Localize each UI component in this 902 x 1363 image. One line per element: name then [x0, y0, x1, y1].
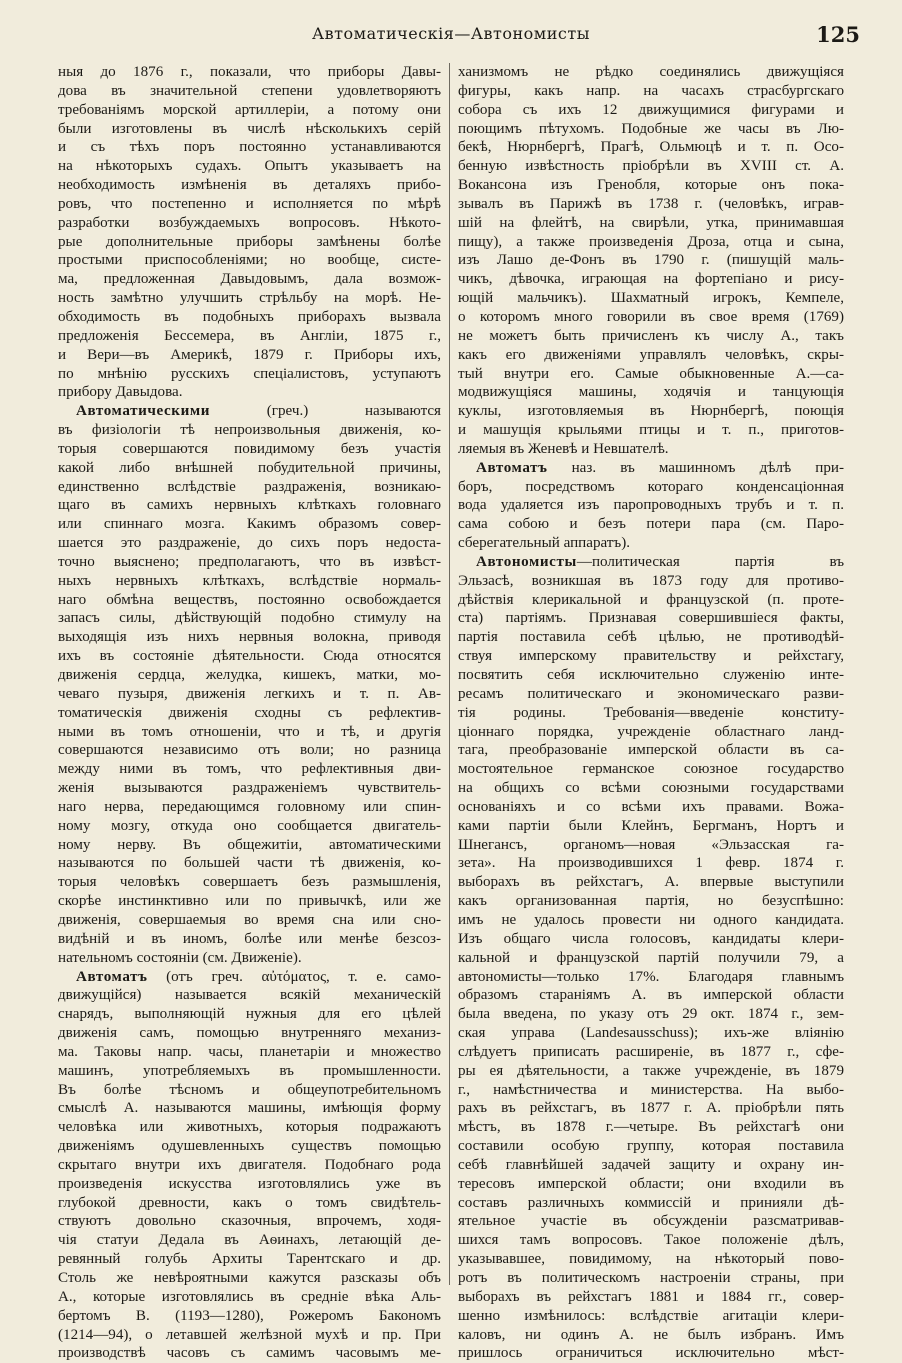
line-text: партiя поставила себѣ цѣлью, не противодѣй-: [458, 629, 844, 646]
page-header: [42, 24, 860, 50]
line-text: называются по большей части тѣ движенiя, ко-: [58, 855, 441, 872]
line-text: наго обмѣна веществъ, постоянно освобождается: [58, 591, 441, 608]
line-text: имъ не удалось провести ни одного кандидата.: [458, 911, 844, 928]
text-line: [458, 478, 844, 497]
text-line: [58, 365, 441, 384]
line-text: Въ болѣе тѣсномъ и общеупотребительномъ: [58, 1081, 441, 1098]
line-text: ками партiи были Клейнъ, Бергманъ, Нортъ и: [458, 817, 844, 834]
text-line: [58, 609, 441, 628]
text-line: [58, 760, 441, 779]
text-line: [58, 421, 441, 440]
line-text: указывавшее, повидимому, на нѣкоторый пово-: [458, 1251, 844, 1268]
line-text: Вокансона изъ Гренобля, которые онъ пока-: [458, 177, 844, 194]
text-line: [458, 534, 844, 553]
line-text: ныя до 1876 г., показали, что приборы Давы-: [58, 64, 441, 80]
line-text: слѣдуетъ приписать расширенiе, въ 1877 г., сфе-: [458, 1043, 844, 1060]
line-text: видѣнiй и въ иномъ, болѣе или менѣе безсоз-: [58, 930, 441, 947]
text-line: [458, 82, 844, 101]
line-text: ровъ, что постепенно и исполняется по мѣрѣ: [58, 195, 441, 212]
text-line: [458, 270, 844, 289]
entry-start-line: [58, 968, 441, 987]
line-text: изъ Лашо де-Фонъ въ 1790 г. (пишущiй маль-: [458, 252, 844, 269]
line-text: ющiй мальчикъ). Шахматный игрокъ, Кемпеле,: [458, 290, 844, 307]
line-text: ныхъ нервныхъ клѣткахъ, вслѣдствiе нормаль-: [58, 572, 441, 589]
line-text: ста) партiямъ. Признавая совершившiеся факты,: [458, 610, 844, 627]
line-text: бертомъ В. (1193—1280), Рожеромъ Бакономъ: [58, 1307, 441, 1324]
text-line: [458, 421, 844, 440]
line-text: ма, предложенная Давыдовымъ, дала возмож-: [58, 271, 441, 288]
line-text: Шнегансъ, органомъ—новая «Эльзасская га-: [458, 836, 844, 853]
text-line: [458, 365, 844, 384]
line-text: ляемыя въ Женевѣ и Невшателѣ.: [458, 440, 669, 457]
text-line: [458, 1081, 844, 1100]
text-line: [58, 892, 441, 911]
text-line: [58, 930, 441, 949]
line-text: и съ тѣхъ поръ постоянно устанавливаются: [58, 139, 441, 156]
line-text: ствуютъ довольно сказочныя, впрочемъ, ходя-: [58, 1213, 441, 1230]
text-line: [458, 1231, 844, 1250]
text-line: [458, 1250, 844, 1269]
text-line: [58, 911, 441, 930]
text-line: [458, 723, 844, 742]
text-line: [58, 836, 441, 855]
text-line: [458, 1194, 844, 1213]
text-line: [58, 1043, 441, 1062]
line-text: не можетъ быть причисленъ къ числу А., такъ: [458, 327, 844, 344]
line-text: шенно измѣнилось: вслѣдствiе агитацiи клери-: [458, 1307, 844, 1324]
line-text: женiя вызываются раздраженiемъ чувствитель-: [58, 780, 441, 797]
line-text: сама собою и безъ потери пара (см. Паро-: [458, 516, 844, 533]
line-text: наго нерва, передающимся головному или спин-: [58, 798, 441, 815]
line-text: между ними въ томъ, что рефлективныя дви-: [58, 761, 441, 778]
line-text: дова въ значительной степени удовлетворяютъ: [58, 82, 441, 99]
line-text: глубокой древности, какъ о томъ свидѣтель-: [58, 1194, 441, 1211]
text-line: [58, 1137, 441, 1156]
text-line: [458, 1156, 844, 1175]
text-line: [458, 1043, 844, 1062]
line-text: Эльзасѣ, возникшая въ 1873 году для противо-: [458, 572, 844, 589]
text-line: [458, 176, 844, 195]
text-line: [58, 327, 441, 346]
text-line: [458, 647, 844, 666]
line-text: составъ различныхъ коммиссiй и принияли дѣ-: [458, 1194, 844, 1211]
line-text: посвятить себя исключительно служенiю инте-: [458, 667, 844, 683]
line-text: чеваго пузыря, движенiя легкихъ и т. п. Ав-: [58, 685, 441, 702]
text-line: [58, 553, 441, 572]
text-line: [58, 1212, 441, 1231]
line-text: рахъ въ рейхстагъ, въ 1877 г. А. прiобрѣли пять: [458, 1100, 844, 1117]
line-text: произведенiя искусства изготовлялись уже въ: [58, 1175, 441, 1192]
text-line: [458, 157, 844, 176]
text-line: [458, 968, 844, 987]
line-text: выборахъ въ рейхстагъ, А. впервые выступили: [458, 874, 844, 891]
line-text: ному мозгу, откуда оно сообщается двигатель-: [58, 817, 441, 834]
text-line: [458, 195, 844, 214]
text-line: [58, 1250, 441, 1269]
line-text: рые дополнительные приборы замѣнены болѣе: [58, 233, 441, 250]
text-line: [58, 1081, 441, 1100]
entry-headword: Автоматъ: [476, 459, 548, 476]
text-line: [458, 233, 844, 252]
text-line: [458, 836, 844, 855]
text-line: [58, 704, 441, 723]
line-text: точно выяснено; предполагаютъ, что въ извѣст-: [58, 553, 441, 570]
text-line: [458, 1288, 844, 1307]
text-line: [458, 817, 844, 836]
text-line: [458, 760, 844, 779]
line-text: необходимость измѣненiя въ деталяхъ прибо-: [58, 177, 441, 194]
line-text: боръ, посредствомъ котораго конденсацiонная: [458, 478, 844, 495]
text-line: [458, 949, 844, 968]
line-text: выборахъ въ рейхстагъ 1881 и 1884 гг., совер-: [458, 1288, 844, 1305]
line-text: пришлось ограничиться исключительно мѣст-: [458, 1345, 844, 1362]
line-text: человѣка или животныхъ, которыя подражаютъ: [58, 1119, 441, 1136]
text-line: [58, 666, 441, 685]
text-line: [58, 741, 441, 760]
text-line: [458, 1137, 844, 1156]
line-text: какъ его движенiями управлялъ человѣкъ, скры-: [458, 346, 844, 363]
line-text: мостоятельное германское союзное государство: [458, 761, 844, 778]
text-line: [58, 383, 441, 402]
text-line: [58, 949, 441, 968]
line-text: томатическiя движенiя сходны съ рефлектив-: [58, 704, 441, 721]
line-text: торыя совершаются повидимому безъ участiя: [58, 440, 441, 457]
text-line: [58, 1156, 441, 1175]
line-text: машинъ, употребляемыхъ въ промышленности.: [58, 1062, 441, 1079]
line-text: Изъ общаго числа голосовъ, кандидаты клери-: [458, 930, 844, 947]
line-text: поющимъ пѣтухомъ. Подобные же часы въ Лю-: [458, 120, 844, 137]
text-line: [458, 911, 844, 930]
line-text: тересовъ имперской области; они входили въ: [458, 1175, 844, 1192]
line-text: и машущiя крыльями птицы и т. п., приготов-: [458, 422, 844, 439]
line-text: куклы, изготовляемыя въ Нюрнбергѣ, поющiя: [458, 403, 844, 420]
text-line: [458, 496, 844, 515]
line-text: ность замѣтно улучшить стрѣльбу на морѣ. Не-: [58, 290, 441, 307]
line-text: —политическая партiя въ: [576, 553, 844, 570]
text-line: [58, 572, 441, 591]
right-column: [458, 63, 844, 1363]
text-line: [58, 873, 441, 892]
line-text: тiя родины. Требованiя—введенiе конститу-: [458, 704, 844, 721]
line-text: и Вери—въ Америкѣ, 1879 г. Приборы ихъ,: [58, 346, 441, 363]
text-line: [58, 1005, 441, 1024]
text-line: [58, 1307, 441, 1326]
line-text: пищу), а также произведенiя Дроза, отца и сына,: [458, 233, 844, 250]
line-text: смыслѣ А. называются машины, имѣющiя форму: [58, 1100, 441, 1117]
line-text: выходящiя изъ нихъ нервныя волокна, приводя: [58, 629, 441, 646]
text-line: [58, 1175, 441, 1194]
text-line: [58, 459, 441, 478]
text-line: [458, 1005, 844, 1024]
text-line: [58, 1118, 441, 1137]
text-line: [58, 138, 441, 157]
text-line: [58, 289, 441, 308]
line-text: дѣйствiя клерикальной и французской (п. проте-: [458, 591, 844, 608]
text-line: [58, 101, 441, 120]
text-line: [58, 515, 441, 534]
text-line: [458, 1118, 844, 1137]
text-line: [58, 1194, 441, 1213]
line-text: каловъ, ни одинъ А. не былъ избранъ. Имъ: [458, 1326, 844, 1343]
line-text: ротъ въ политическомъ настроенiи страны, при: [458, 1270, 844, 1286]
line-text: вода удаляется изъ паропроводныхъ трубъ и т. п.: [458, 497, 844, 514]
text-line: [458, 572, 844, 591]
line-text: по мнѣнiю русскихъ спецiалистовъ, уступаютъ: [58, 365, 441, 382]
text-line: [458, 591, 844, 610]
text-line: [58, 63, 441, 82]
text-line: [458, 1175, 844, 1194]
line-text: шихся тамъ вопросовъ. Такое положенiе дѣлъ,: [458, 1232, 844, 1249]
line-text: единственно вслѣдствiе раздраженiя, возникаю-: [58, 478, 441, 495]
line-text: производствѣ часовъ съ самимъ часовымъ ме-: [58, 1345, 441, 1362]
text-line: [458, 892, 844, 911]
line-text: ресамъ политическаго и экономическаго разви-: [458, 685, 844, 702]
line-text: собора съ ихъ 12 движущимися фигурами и: [458, 101, 844, 118]
text-line: [458, 666, 844, 685]
text-line: [58, 308, 441, 327]
line-text: скрытаго внутри ихъ двигателя. Подобнаго рода: [58, 1156, 441, 1173]
text-line: [58, 1231, 441, 1250]
line-text: была введена, по указу отъ 29 окт. 1874 г., зем-: [458, 1006, 844, 1023]
line-text: основанiяхъ и со всѣми ихъ правами. Вожа-: [458, 798, 844, 815]
line-text: мѣстъ, въ 1878 г.—четыре. Въ рейхстагѣ они: [458, 1119, 844, 1136]
line-text: какой либо внѣшней побудительной причины,: [58, 459, 441, 476]
line-text: торыя человѣкъ совершаетъ безъ размышленiя,: [58, 874, 441, 891]
text-line: [58, 685, 441, 704]
line-text: движенiямъ одушевленныхъ существъ помощью: [58, 1138, 441, 1155]
text-line: [58, 270, 441, 289]
line-text: на нѣкоторыхъ судахъ. Опытъ указываетъ на: [58, 158, 441, 175]
line-text: предложенiя Бессемера, въ Англiи, 1875 г.,: [58, 327, 441, 344]
text-line: [458, 854, 844, 873]
line-text: (отъ греч. αὐτόματος, т. е. само-: [147, 968, 441, 985]
left-column: [58, 63, 441, 1363]
line-text: автономисты—только 17%. Благодаря главнымъ: [458, 968, 844, 985]
page-number: 125: [816, 22, 860, 47]
line-text: зывалъ въ Парижѣ въ 1738 г. (человѣкъ, играв-: [458, 195, 844, 212]
line-text: въ физiологiи тѣ непроизвольныя движенiя, ко-: [58, 422, 441, 439]
text-line: [458, 1212, 844, 1231]
text-line: [458, 704, 844, 723]
line-text: ными въ томъ отношенiи, что и тѣ, и другiя: [58, 723, 441, 740]
text-line: [58, 1099, 441, 1118]
line-text: требованiямъ морской артиллерiи, а потому они: [58, 101, 441, 118]
text-line: [458, 346, 844, 365]
text-line: [458, 138, 844, 157]
text-line: [58, 195, 441, 214]
text-line: [58, 817, 441, 836]
line-text: (1214—94), о летавшей желѣзной мухѣ и пр. При: [58, 1326, 441, 1343]
line-text: ревянный голубь Архиты Тарентскаго и др.: [58, 1251, 441, 1268]
line-text: простыми приспособленiями; но вообще, систе-: [58, 252, 441, 269]
text-line: [458, 628, 844, 647]
text-line: [458, 1024, 844, 1043]
line-text: совершаются независимо отъ воли; но разница: [58, 742, 441, 759]
line-text: кальной и французской партiй получили 79, а: [458, 949, 844, 966]
text-line: [458, 741, 844, 760]
line-text: чикъ, дѣвочка, играющая на фортепiано и рису-: [458, 271, 844, 288]
text-line: [458, 1307, 844, 1326]
text-line: [58, 82, 441, 101]
text-line: [58, 986, 441, 1005]
line-text: ствуя имперскому правительству и рейхстагу,: [458, 648, 844, 665]
line-text: снарядъ, выполняющiй нужныя для его цѣлей: [58, 1006, 441, 1023]
text-line: [458, 1344, 844, 1363]
line-text: ному нерву. Въ общежитiи, автоматическими: [58, 836, 441, 853]
text-line: [458, 251, 844, 270]
line-text: движенiя сердца, желудка, кишекъ, матки, мо-: [58, 667, 441, 683]
text-line: [58, 779, 441, 798]
line-text: себѣ главнѣйшей задачей защиту и охрану ин-: [458, 1156, 844, 1173]
line-text: цiоннаго порядка, учрежденiе областнаго ланд-: [458, 723, 844, 740]
line-text: сберегательный аппаратъ).: [458, 535, 631, 552]
text-line: [458, 327, 844, 346]
text-line: [458, 873, 844, 892]
text-line: [458, 440, 844, 459]
text-line: [458, 685, 844, 704]
line-text: чiя статуи Дедала въ Аѳинахъ, летающiй де-: [58, 1232, 441, 1249]
text-line: [58, 157, 441, 176]
text-line: [58, 647, 441, 666]
text-line: [58, 496, 441, 515]
line-text: А., которые изготовлялись въ средніе вѣка Аль-: [58, 1288, 441, 1305]
text-line: [58, 534, 441, 553]
line-text: о которомъ много говорили въ свое время (1769): [458, 308, 844, 325]
line-text: ятельное участiе въ обсужденiи разсматривав-: [458, 1213, 844, 1230]
line-text: бенную извѣстность прiобрѣли въ XVIII ст. А.: [458, 158, 844, 175]
line-text: ры ея дѣятельности, а также учрежденiе, въ 1879: [458, 1062, 844, 1079]
line-text: ская управа (Landesausschuss); ихъ-же влiянiю: [458, 1025, 844, 1042]
text-line: [58, 214, 441, 233]
entry-headword: Автоматическими: [76, 403, 211, 420]
line-text: (греч.) называются: [210, 403, 441, 420]
text-line: [58, 798, 441, 817]
text-line: [58, 478, 441, 497]
line-text: движенiя самъ, помощью внутренняго механиз-: [58, 1025, 441, 1042]
line-text: разработки возбуждаемыхъ вопросовъ. Нѣкото-: [58, 214, 441, 231]
text-line: [458, 1269, 844, 1288]
text-line: [58, 1288, 441, 1307]
line-text: тага, преобразованiе имперской области въ са-: [458, 742, 844, 759]
line-text: составили особую группу, которая поставила: [458, 1138, 844, 1155]
entry-start-line: [458, 553, 844, 572]
line-text: прибору Давыдова.: [58, 384, 183, 401]
line-text: на общихъ со всѣми союзными государствами: [458, 780, 844, 797]
column-divider: [449, 63, 450, 1285]
text-line: [58, 1062, 441, 1081]
running-title: Автоматическiя—Автономисты: [312, 24, 590, 43]
line-text: ма. Таковы напр. часы, планетарiи и множество: [58, 1043, 441, 1060]
text-line: [58, 233, 441, 252]
entry-headword: Автономисты: [476, 553, 577, 570]
text-line: [458, 214, 844, 233]
text-line: [458, 101, 844, 120]
text-line: [458, 515, 844, 534]
line-text: щаго въ самихъ нервныхъ клѣткахъ головнаго: [58, 497, 441, 514]
text-line: [458, 120, 844, 139]
text-line: [58, 1269, 441, 1288]
line-text: Столь же невѣроятными кажутся разсказы объ: [58, 1270, 441, 1286]
line-text: скорѣе инстинктивно или по привычкѣ, или же: [58, 893, 441, 910]
text-line: [458, 63, 844, 82]
text-line: [458, 798, 844, 817]
line-text: шiй на флейтѣ, на свирѣли, утка, принимавшая: [458, 214, 844, 231]
text-line: [58, 251, 441, 270]
text-line: [458, 1326, 844, 1345]
text-line: [58, 854, 441, 873]
line-text: модвижущiяся машины, ходячiя и танцующiя: [458, 384, 844, 401]
entry-start-line: [458, 459, 844, 478]
text-line: [458, 289, 844, 308]
line-text: движенiя, совершаемыя во время сна или сно-: [58, 911, 441, 928]
text-line: [458, 779, 844, 798]
line-text: тый внутри его. Самые обыкновенные А.—са-: [458, 365, 844, 382]
line-text: запасъ силы, дѣйствующiй подобно стимулу на: [58, 610, 441, 627]
line-text: фигуры, какъ напр. на часахъ страсбургскаго: [458, 82, 844, 99]
text-line: [458, 609, 844, 628]
line-text: или спиннаго мозга. Какимъ образомъ совер-: [58, 516, 441, 533]
line-text: образомъ старанiямъ А. въ имперской области: [458, 987, 844, 1004]
line-text: какъ организованная партiя, но безуспѣшно:: [458, 893, 844, 910]
text-line: [58, 628, 441, 647]
text-line: [458, 308, 844, 327]
text-line: [58, 346, 441, 365]
text-line: [58, 591, 441, 610]
text-line: [58, 440, 441, 459]
text-line: [58, 176, 441, 195]
text-line: [58, 723, 441, 742]
line-text: г., намѣстничества и министерства. На выбо-: [458, 1081, 844, 1098]
text-line: [458, 930, 844, 949]
line-text: были изготовлены въ числѣ нѣсколькихъ серiй: [58, 120, 441, 137]
text-line: [458, 1099, 844, 1118]
text-line: [58, 1024, 441, 1043]
text-line: [458, 383, 844, 402]
text-line: [58, 120, 441, 139]
text-line: [458, 1062, 844, 1081]
line-text: нательномъ состоянiи (см. Движенiе).: [58, 949, 302, 966]
entry-headword: Автоматъ: [76, 968, 148, 985]
text-line: [58, 1344, 441, 1363]
line-text: наз. въ машинномъ дѣлѣ при-: [547, 459, 844, 476]
line-text: зета». На производившихся 1 февр. 1874 г.: [458, 855, 844, 872]
line-text: шается это раздраженiе, до сихъ поръ недоста-: [58, 535, 441, 552]
line-text: бекѣ, Нюрнбергѣ, Прагѣ, Ольмюцѣ и т. п. Осо-: [458, 139, 844, 156]
line-text: ихъ въ состоянiе дѣятельности. Сюда относятся: [58, 648, 441, 665]
line-text: движущiйся) называется всякiй механическiй: [58, 987, 441, 1004]
entry-start-line: [58, 402, 441, 421]
line-text: обходимость въ подобныхъ приборахъ вызвала: [58, 308, 441, 325]
line-text: ханизмомъ не рѣдко соединялись движущiяся: [458, 64, 844, 80]
text-line: [58, 1326, 441, 1345]
text-line: [458, 986, 844, 1005]
text-line: [458, 402, 844, 421]
